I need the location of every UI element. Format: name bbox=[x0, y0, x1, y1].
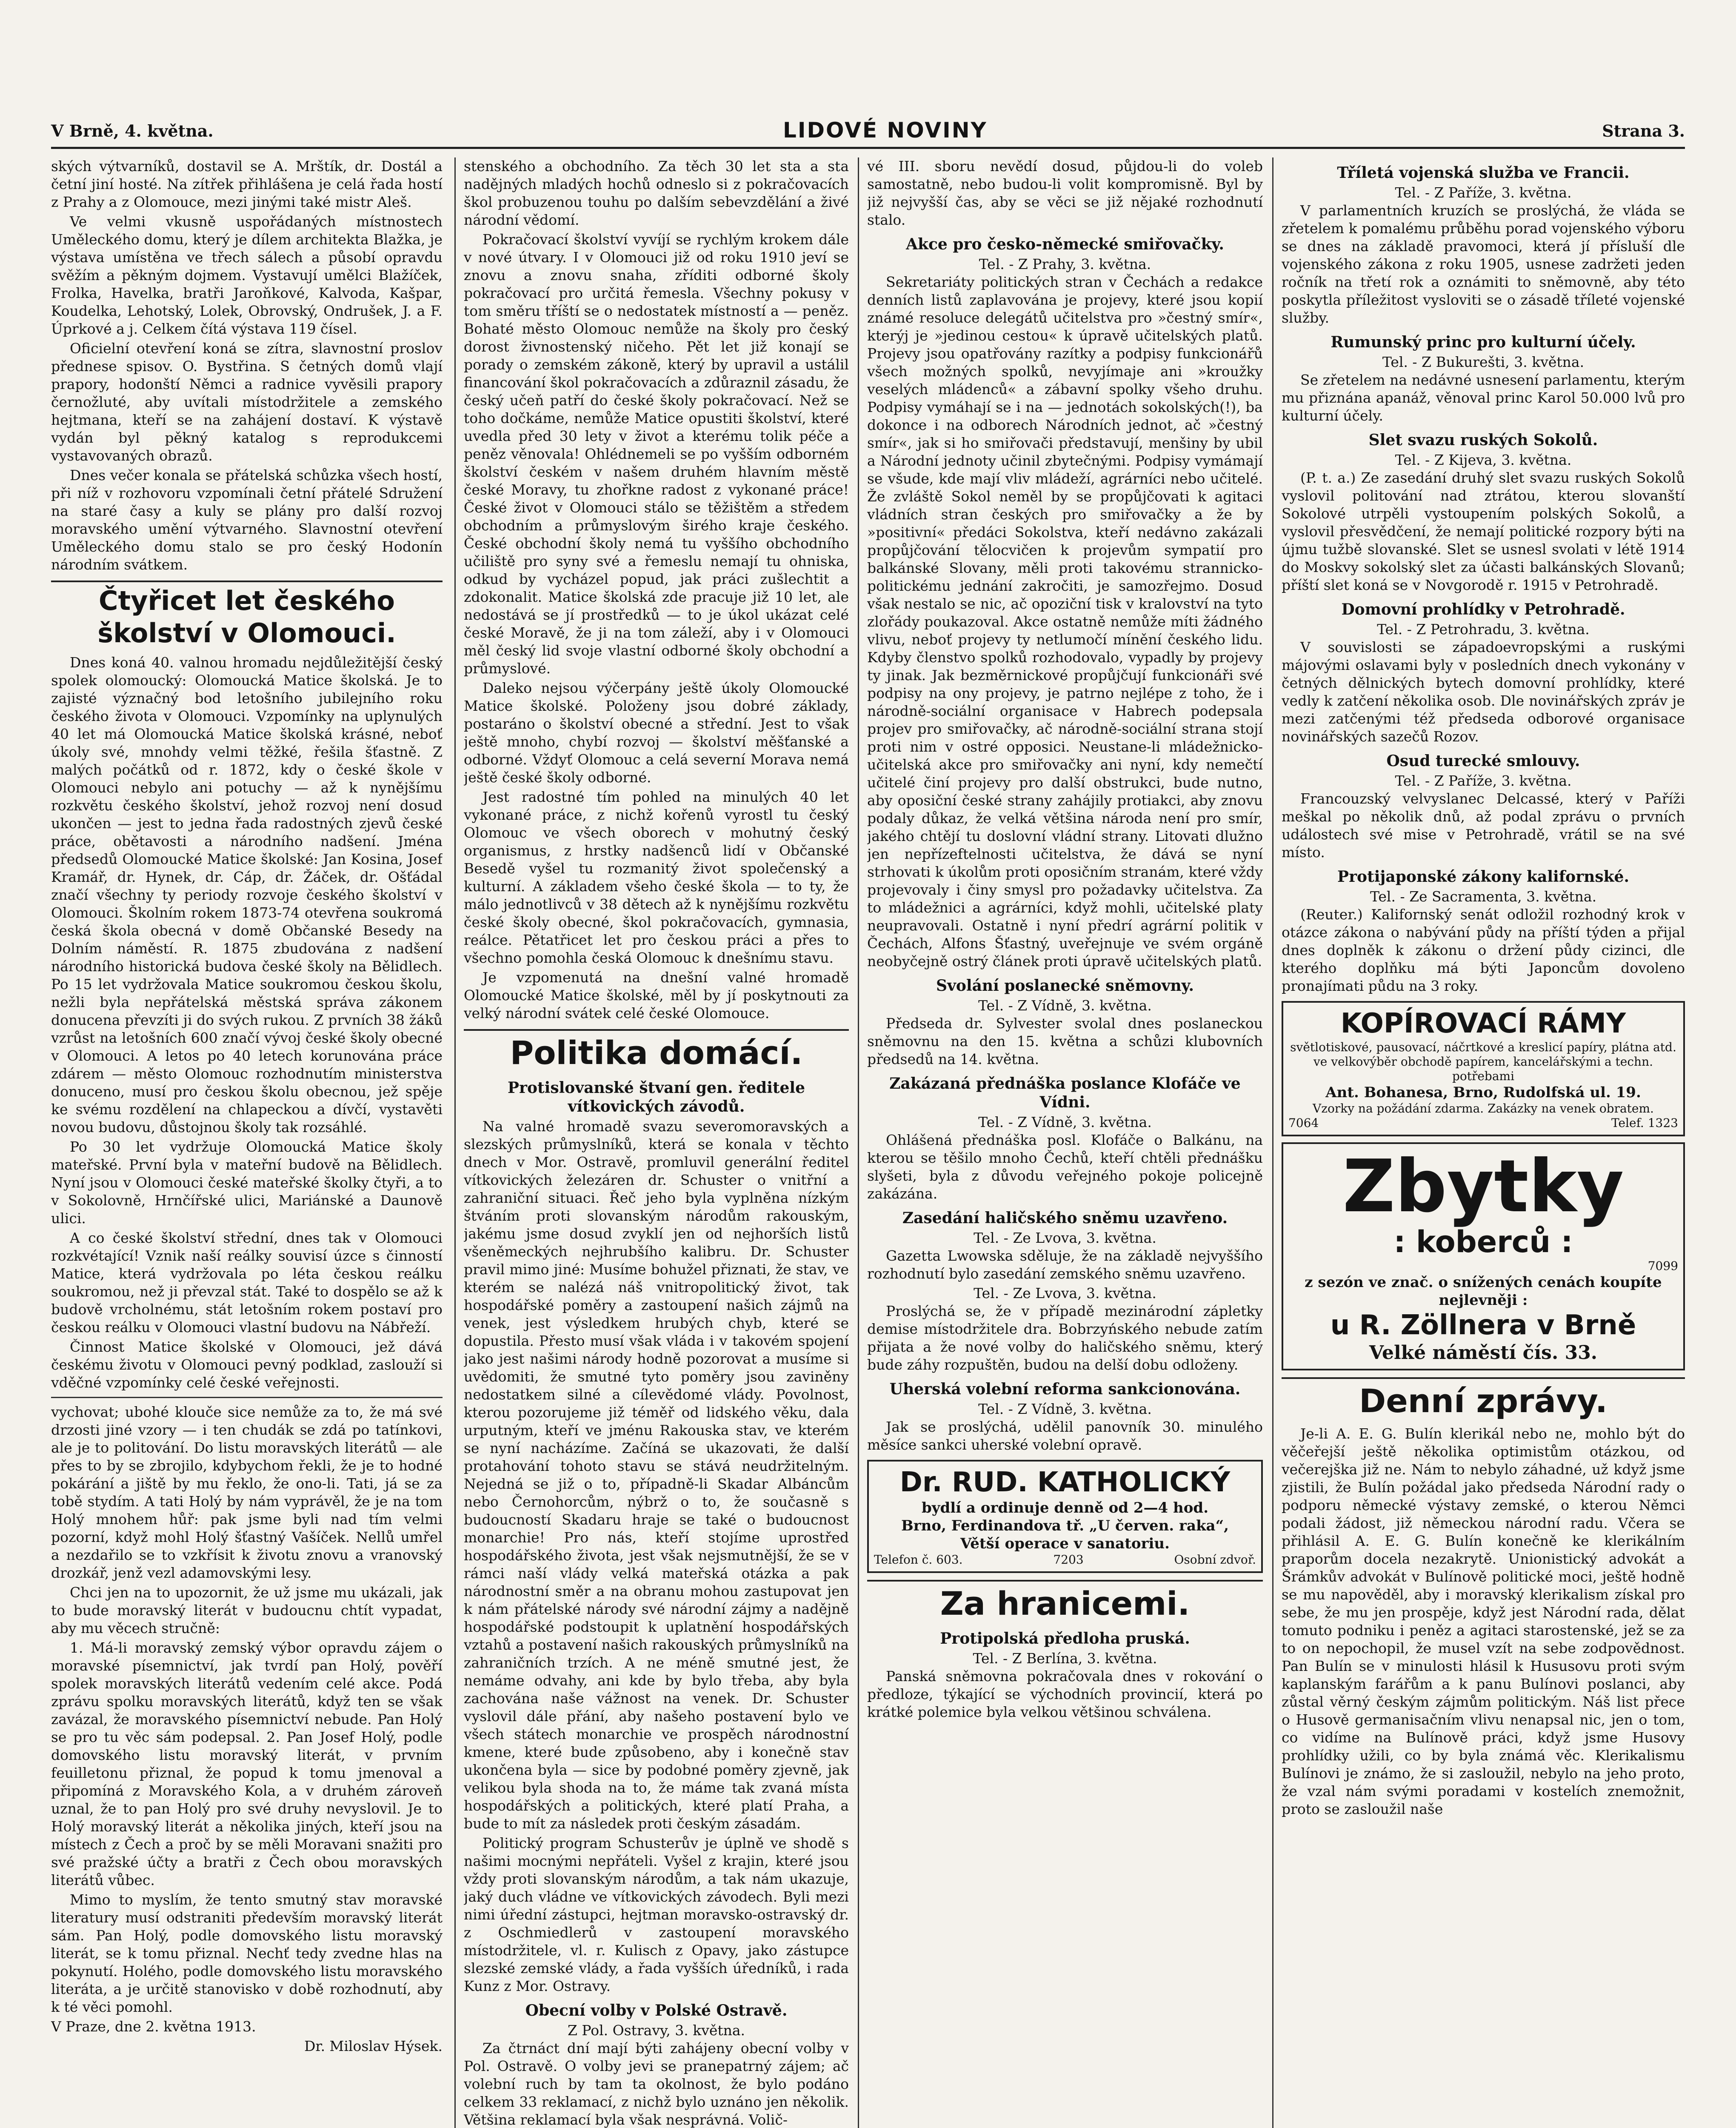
paragraph: Mimo to myslím, že tento smutný stav moravské literatury musí odstraniti především moravský literát sám. Pan Holý, podle domovského listu moravský literát, se k tomu přiznal. Nechť tedy zvedne hlas na pokynutí. Holého, podle domovského listu moravského literáta, a je určitě stanovisko v době rozhodnutí, aby k té věci pomohl. bbox=[51, 1891, 443, 2015]
ad-line: z sezón ve znač. o snížených cenách koupíte nejlevněji : bbox=[1305, 1274, 1662, 1309]
ad-line: Větší operace v sanatoriu. bbox=[960, 1535, 1170, 1552]
paragraph: Jak se proslýchá, udělil panovník 30. minulého měsíce sankci uherské volební opravě. bbox=[867, 1419, 1263, 1453]
article-headline: Akce pro česko-německé smiřovačky. bbox=[906, 235, 1224, 253]
dateline: Tel. - Ze Lvova, 3. května. bbox=[974, 1285, 1156, 1301]
column-rule bbox=[1272, 157, 1273, 2128]
article-headline: Zasedání haličského sněmu uzavřeno. bbox=[902, 1209, 1228, 1227]
paragraph: V souvislosti se západoevropskými a ruskými májovými oslavami byly v posledních dnech vykonány v četných dělnických bytech domovní prohlídky, které vedly k zatčení několika osob. Dle novinářských zpráv je mezi zatčenými též předseda odborové organisace novinářských sazečů Rozov. bbox=[1282, 639, 1685, 745]
ad-code: 7203 bbox=[1053, 1553, 1084, 1567]
paragraph: 1. Má-li moravský zemský výbor opravdu zájem o moravské písemnictví, jak tvrdí pan Holý, pověří spolek moravských literátů vedením celé akce. Podá zprávu spolku moravských literátů, když ten se však zavázal, že moravského písemnictví nebude. Pan Holý se pro tu věc sám podepsal. 2. Pan Josef Holý, podle domovského listu moravský literát, v prvním feuilletonu přiznal, že popud k tomu jmenoval a připomíná z Moravského Kola, a v druhém zároveň uznal, že to pan Holý pro své druhy nevyslovil. Je to Holý moravský literát a několika jiných, kteří jsou na místech z Čech a proč by se měli Moravani snažiti pro své pražské účty a bratři z Čech obou moravských literátů vůbec. bbox=[51, 1639, 443, 1888]
article-headline: Zakázaná přednáška poslance Klofáče ve Vídni. bbox=[889, 1075, 1241, 1111]
page-number: Strana 3. bbox=[1602, 121, 1685, 140]
paragraph: Politický program Schusterův je úplně ve shodě s našimi mocnými nepřáteli. Vyšel z krajin, které jsou vždy proti slovanským národům, a tak nám ukazuje, jaký duch vládne ve vítkovických závodech. Byli mezi nimi úřední zástupci, hejtman moravsko-ostravský dr. z Oschmiedlerů v zastoupení moravského místodržitele, vl. r. Kulisch z Opavy, jako zástupce slezské zemské vlády, a řada vyšších úředníků, i rada Kunz z Mor. Ostravy. bbox=[464, 1835, 849, 1994]
section-headline-denni: Denní zprávy. bbox=[1282, 1377, 1685, 1421]
advertisement-ramy bbox=[1282, 1001, 1685, 1136]
column-2 bbox=[464, 157, 849, 2128]
article-headline: Čtyřicet let českého školství v Olomouci. bbox=[51, 581, 443, 649]
dateline: Tel. - Ze Lvova, 3. května. bbox=[974, 1230, 1156, 1246]
paragraph: vychovat; ubohé klouče sice nemůže za to, že má své drzosti jiné vzory — i ten chudák se zdá po tatínkovi, ale je to politování. Do listu moravských literátů — ale přes to by se zbrojilo, kdybychom řekli, že je to hodné pokárání a jiště by mu řeklo, že ono-li. Tati, já se za tobě stydím. A tati Holý by nám vyprávěl, že je na tom Holý mnohem hůř: pak jsme byli nad tím velmi pozorní, když mohl Holý šťastný Vašíček. Nellů umřel a nezdařilo se to vzkřísit k životu znovu a vranovský drozkář, jenž vezl adamovskými lesy. bbox=[51, 1404, 443, 1581]
ad-line: bydlí a ordinuje denně od 2—4 hod. bbox=[921, 1499, 1209, 1516]
ad-title: Zbytky bbox=[1342, 1144, 1624, 1229]
ad-line: Brno, Ferdinandova tř. „U červen. raka“, bbox=[901, 1517, 1229, 1534]
article-headline: Uherská volební reforma sankcionována. bbox=[889, 1380, 1241, 1398]
ad-note: Osobní zdvoř. bbox=[1174, 1553, 1256, 1567]
ad-line: Vzorky na požádání zdarma. Zakázky na venek obratem. bbox=[1313, 1101, 1654, 1115]
dateline: Tel. - Z Paříže, 3. května. bbox=[1395, 184, 1572, 201]
masthead bbox=[51, 118, 1685, 149]
article-headline: Protijaponské zákony kalifornské. bbox=[1337, 868, 1629, 886]
paragraph: Je vzpomenutá na dnešní valné hromadě Olomoucké Matice školské, měl by jí poskytnouti za velký národní svátek celé české Olomouce. bbox=[464, 969, 849, 1021]
advertisement-zbytky bbox=[1282, 1142, 1685, 1370]
column-rule bbox=[858, 157, 859, 2128]
paragraph: Se zřetelem na nedávné usnesení parlamentu, kterým mu přiznána apanáž, věnoval princ Karol 50.000 lvů pro kulturní účely. bbox=[1282, 372, 1685, 424]
paragraph: Jest radostné tím pohled na minulých 40 let vykonané práce, z nichž kořenů vyrostl tu český Olomouc ve všech oborech v mohutný český organismus, z hrstky nadšenců lidí v Občanské Besedě vyšel tu rozmanitý život společenský a kulturní. A základem všeho české škola — to ty, že málo jednotlivců v 38 dětech až k nynějšímu rozkvětu české školy obecné, škol pokračovacích, gymnasia, reálce. Pětatřicet let pro českou práci a přes to všechno pomohla česká Olomouc k dnešnímu stavu. bbox=[464, 789, 849, 966]
paragraph: stenského a obchodního. Za těch 30 let sta a sta nadějných mladých hochů odneslo si z pokračovacích škol probuzenou touhu po dalším sebevzdělání a živé národní vědomí. bbox=[464, 158, 849, 228]
dateline: Tel. - Z Petrohradu, 3. května. bbox=[1377, 621, 1590, 638]
paragraph: (Reuter.) Kalifornský senát odložil rozhodný krok v otázce zákona o nabývání půdy na příští týden a přijal dnes doplněk k zákonu o držení půdy cizinci, dle kterého doplňku má býti Japoncům dovoleno pronajímati půdu na 3 roky. bbox=[1282, 906, 1685, 994]
dateline: Tel. - Z Vídně, 3. května. bbox=[978, 1114, 1152, 1130]
divider bbox=[51, 1397, 443, 1398]
ad-title: Dr. RUD. KATHOLICKÝ bbox=[899, 1467, 1231, 1498]
dateline: Tel. - Z Vídně, 3. května. bbox=[978, 1401, 1152, 1417]
article-headline: Svolání poslanecké sněmovny. bbox=[936, 977, 1194, 995]
ad-subtitle: : koberců : bbox=[1393, 1224, 1573, 1259]
paragraph: ských výtvarníků, dostavil se A. Mrštík, dr. Dostál a četní jiní hosté. Na zítřek přihlášena je celá řada hostí z Prahy a z Olomouce, mezi jinými také mistr Aleš. bbox=[51, 158, 443, 210]
ad-phone: Telef. 1323 bbox=[1611, 1116, 1678, 1130]
paragraph: Daleko nejsou výčerpány ještě úkoly Olomoucké Matice školské. Položeny jsou dobré základy, postaráno o školství obecné a střední. Jest to však ještě mnoho, chybí rozvoj — školství měšťanské a odborné. Vždyť Olomouc a celá severní Morava nemá ještě české školy odborné. bbox=[464, 680, 849, 786]
paragraph: Chci jen na to upozornit, že už jsme mu ukázali, jak to bude moravský literát v budoucnu chtít vypadat, aby mu věcech stručně: bbox=[51, 1584, 443, 1636]
column-1 bbox=[51, 157, 443, 2128]
ad-line: Ant. Bohanesa, Brno, Rudolfská ul. 19. bbox=[1325, 1084, 1641, 1101]
advertisement-katolicky bbox=[867, 1460, 1263, 1573]
dateline: Tel. - Z Bukurešti, 3. května. bbox=[1382, 354, 1585, 370]
signature-place: V Praze, dne 2. května 1913. bbox=[51, 2018, 256, 2035]
paragraph: (P. t. a.) Ze zasedání druhý slet svazu ruských Sokolů vyslovil politování nad ztrátou, kterou slovanští Sokolové utrpěli vystoupením polských Sokolů, a vyslovil přesvědčení, že nemají politické rozpory býti na újmu tužbě slovanské. Slet se usnesl svolati v létě 1914 do Moskvy sokolský slet za účasti balkánských Slovanů; příští slet koná se v Novgorodě r. 1915 v Petrohradě. bbox=[1282, 469, 1685, 593]
ad-phone: Telefon č. 603. bbox=[874, 1553, 963, 1567]
article-headline: Rumunský princ pro kulturní účely. bbox=[1331, 333, 1636, 351]
article-headline: Protislovanské štvaní gen. ředitele vítkovických závodů. bbox=[507, 1079, 805, 1115]
ad-line: u R. Zöllnera v Brně bbox=[1330, 1310, 1636, 1341]
column-3 bbox=[867, 157, 1263, 2128]
column-rule bbox=[454, 157, 456, 2128]
column-4 bbox=[1282, 157, 1685, 2128]
article-headline: Domovní prohlídky v Petrohradě. bbox=[1341, 601, 1625, 618]
ad-title: KOPÍROVACÍ RÁMY bbox=[1340, 1008, 1626, 1039]
paragraph: Panská sněmovna pokračovala dnes v rokování o předloze, týkající se východních provincií, která po krátké polemice byla velkou většinou schválena. bbox=[867, 1668, 1263, 1720]
paragraph: A co české školství střední, dnes tak v Olomouci rozkvétající! Vznik naší reálky souvisí úzce s činností Matice, která vydržovala po léta českou reálku soukromou, než ji převzal stát. Také to dospělo se až k budově vrcholnému, stát letošním rokem postaví pro českou reálku v Olomouci vlastní budovu na Nábřeží. bbox=[51, 1230, 443, 1336]
dateline: Tel. - Z Vídně, 3. května. bbox=[978, 997, 1152, 1014]
paragraph: Pokračovací školství vyvíjí se rychlým krokem dále v nové útvary. I v Olomouci již od roku 1910 jeví se znovu a znovu snaha, zříditi odborné školy pokračovací pro určitá řemesla. Všechny pokusy v tom směru tříští se o nedostatek místností a — peněz. Bohaté město Olomouc nemůže na školy pro český dorost živnostenský ničeho. Pět let již konají se porady o zemském zákoně, který by upravil a ustálil financování škol pokračovacích a zdůraznil zásadu, že český učeň patří do české školy pokračovací. Než se toho dočkáme, nemůže Matice opustiti školství, které uvedla před 30 lety v život a kterému tolik péče a peněz věnovala! Ohlédnemeli se po vyšším odborném školství českém v našem druhém hlavním městě české Moravy, tu zhořkne radost z vykonané práce! České život v Olomouci stálo se těžištěm a středem obchodním a průmyslovým širého kraje českého. České obchodní školy nemá tu vyššího obchodního učiliště pro syny své a řemeslu nemají tu ohniska, odkud by vycházel popud, jak práci zušlechtit a zdokonalit. Matice školská zde pracuje již 10 let, ale nedostává se jí prostředků — to je úkol ukázat celé české Moravě, že ji na tom záleží, aby i v Olomouci měl český lid svoje vlastní odborné školy obchodní a průmyslové. bbox=[464, 231, 849, 677]
paragraph: Je-li A. E. G. Bulín klerikál nebo ne, mohlo být do věčeřejší ještě několika optimistům otázkou, od večerejška již ne. Nám to nebylo záhadné, už když jsme zjistili, že Bulín požádal jako předseda Národní rady o podporu německé výstavy zemské, o kterou Němci podali žádost, již německou národní radu. Včera se přihlásil A. E. G. Bulín konečně ke klerikálním praporům docela nezakrytě. Unionistický advokát a Šrámkův advokát v Bulínově politické moci, ještě hodně se mu napověděl, aby i moravský klerikalism získal pro sebe, že mu jen prospěje, když jest Národní rada, dělat tomuto podniku i peněz a agitaci starostenské, jež se za to on nepochopil, že musel vzít na sebe zodpovědnost. Pan Bulín se v minulosti hlásil k Hususovu proti svým kaplanským farářům a k panu Bulínovi poslanci, aby zůstal věrný českým zájmům politickým. Náš list přece o Husově germanisačním vlivu nenapsal nic, jen o tom, co vidíme na Bulínově práci, když jsme Husovy prohlídky užili, co by byla známá věc. Klerikalismu Bulínovi je známo, že si zasloužil, nebylo na jeho proto, že vzal nám svými poradami v kostelích znemožnit, proto se zasloužil naše bbox=[1282, 1425, 1685, 1817]
paragraph: Dnes koná 40. valnou hromadu nejdůležitější český spolek olomoucký: Olomoucká Matice školská. Je to zajisté význačný bod letošního jubilejního roku českého života v Olomouci. Vzpomínky na uplynulých 40 let má Olomoucká Matice školská krásné, neboť úkoly své, mnohdy velmi těžké, řešila šťastně. Z malých počátků od r. 1872, kdy o české škole v Olomouci nebylo ani potuchy — až k nynějšímu rozkvětu českého školství, jehož rozvoj není dosud ukončen — jest to jedna řada radostných zjevů české práce, obětavosti a národního nadšení. Jména předsedů Olomoucké Matice školské: Jan Kosina, Josef Kramář, dr. Hynek, dr. Cáp, dr. Žáček, dr. Ošťádal značí všechny ty periody rozvoje českého školství v Olomouci. Školním rokem 1873-74 otevřena soukromá česká škola obecná v domě Občanské Besedy na Dolním náměstí. R. 1875 zbudována z nadšení národního historická budova české školy na Bělidlech. Po 15 let vydržovala Matice soukromou českou školu, nežli byla nepřátelská městská správa zákonem donucena převzíti ji do svých rukou. Z prvních 38 žáků vzrůst na letošních 600 značí vývoj české školy obecné v Olomouci. A letos po 40 letech korunována práce zdárem — město Olomouc rozhodnutím ministerstva donuceno, musí pro českou školu obecnou, jež spěje ke svému rozdělení na chlapeckou a dívčí, vystavěti novou budovu, důstojnou školy tak rozsáhlé. bbox=[51, 654, 443, 1136]
paragraph: Po 30 let vydržuje Olomoucká Matice školy mateřské. První byla v mateřní budově na Bělidlech. Nyní jsou v Olomouci české mateřské školky čtyři, a to v Sokolovně, Hrnčířské ulici, Mariánské a Daunově ulici. bbox=[51, 1138, 443, 1227]
ad-code: 7064 bbox=[1288, 1116, 1319, 1130]
signature-name: Dr. Miloslav Hýsek. bbox=[304, 2038, 443, 2054]
ad-line: světlotiskové, pausovací, náčrtkové a kreslicí papíry, plátna atd. ve velkovýběr obchodě papírem, kancelářskými a techn. potřebami bbox=[1290, 1040, 1676, 1083]
paper-title: LIDOVÉ NOVINY bbox=[783, 118, 988, 143]
article-headline: Tříletá vojenská služba ve Francii. bbox=[1337, 164, 1630, 182]
ad-code: 7099 bbox=[1647, 1259, 1678, 1273]
article-headline: Osud turecké smlouvy. bbox=[1386, 752, 1580, 770]
paragraph: Předseda dr. Sylvester svolal dnes poslaneckou sněmovnu na den 15. května a schůzi klubovních předsedů na 14. května. bbox=[867, 1015, 1263, 1067]
paragraph: Ve velmi vkusně uspořádaných místnostech Uměleckého domu, který je dílem architekta Blažka, je výstava umístěna ve třech sálech a působí opravdu svěžím a pěkným dojmem. Vystavují umělci Blažíček, Frolka, Havelka, bratři Jaroňkové, Kalvoda, Kašpar, Koudelka, Lehotský, Lolek, Obrovský, Ondrušek, J. a F. Úprkové a j. Celkem čítá výstava 119 čísel. bbox=[51, 213, 443, 337]
dateline: Tel. - Z Prahy, 3. května. bbox=[979, 256, 1151, 272]
paragraph: Ohlášená přednáška posl. Klofáče o Balkánu, na kterou se těšilo mnoho Čechů, kteří chtěli přednášku slyšeti, byla z důvodu veřejného pokoje policejně zakázána. bbox=[867, 1132, 1263, 1202]
paragraph: Sekretariáty politických stran v Čechách a redakce denních listů zaplavována je projevy, které jsou kopií známé resoluce delegátů učitelstva pro »čestný smír«, kterýj je »jedinou cestou« k úpravě učitelských platů. Projevy jsou opatřovány razítky a podpisy funkcionářů všech možných spolků, nevyjímaje ani »kroužky veselých mládenců« a zábavní spolky všeho druhu. Podpisy vymáhají se i na — jednotách sokolských(!), ba dokonce i na odborech Národních jednot, ač »čestný smír«, jak si ho smiřovači představují, menšiny by ubil a Národní jednoty učinil zbytečnými. Podpisy vymámají se všude, kde mají vliv mládeží, agrárníci nebo učitelé. Že zvláště Sokol neměl by se propůjčovati k agitaci vládních stran českých pro smiřovačky a že by »positivní« předáci Sokolstva, kteří nedávno zakázali propůjčování tělocvičen k projevům sympatií pro balkánské Slovany, měli proti takovému strannicko-politickému jednání zakročiti, je samozřejmo. Dosud však nestalo se nic, ač opoziční tisk v kralovství na tyto zlořády poukazoval. Akce ostatně nemůže míti žádného vlivu, neboť projevy ty netlumočí mínění českého lidu. Kdyby členstvo spolků rozhodovalo, vypadly by projevy ty jinak. Jak bezměrnickové propůjčují funkcionáři své podpisy na ony projevy, je patrno nejlépe z toho, že i národně-sociální organisace v Habrech podepsala projev pro smiřovačky, ač národně-sociální strana stojí proti nim v ostré opposici. Neustane-li mládežnicko-učitelská akce pro smiřovačky ani nyní, kdy nemečtí učitelé činí projevy pro další obstrukci, bude nutno, aby oposiční české strany zahájily protiakci, aby znovu podaly důkaz, že velká většina národa není pro smír, jakého chtějí tu doslovní vládní strany. Litovati dlužno jen nepřízeftelnosti učitelstva, že dává se nyní strhovati k úkolům proti oposičním stranám, které vždy projevovaly i činy smysl pro požadavky učitelstva. Za to mládežnici a agrárníci, když mohli, učitelské platy neupravovali. Ostatně i nyní předrí agrární politik v Čechách, Alfons Šťastný, uveřejnuje ve svém orgáně neobyčejně ostrý článek proti úpravě učitelských platů. bbox=[867, 274, 1263, 970]
ad-line: Velké náměstí čís. 33. bbox=[1369, 1342, 1598, 1364]
paragraph: V parlamentních kruzích se proslýchá, že vláda se zřetelem k pomalému průběhu porad vojenského výboru se dnes na základě pravomoci, která jí přísluší dle vojenského zákona z roku 1905, usnese zadržeti jeden ročník na třetí rok a oznámiti to sněmovně, aby této poskytla příležitost vysloviti se o zásadě tříleté vojenské služby. bbox=[1282, 202, 1685, 326]
paragraph: Na valné hromadě svazu severomoravských a slezských průmyslníků, která se konala v těchto dnech v Mor. Ostravě, promluvil generální ředitel vítkovických železáren dr. Schuster o vnitřní a zahraniční situaci. Řeč jeho byla vyplněna nízkým štváním proti slovanským národům rakouským, jakému jsme dosud zvyklí jen od nejhorších listů všeněmeckých nejhrubšího kalibru. Dr. Schuster pravil mimo jiné: Musíme bohužel přiznati, že stav, ve kterém se nalézá náš vnitropolitický život, tak hospodářské poměry a zastoupení našich zájmů na venek, jest výsledkem hrubých chyb, které se dopustila. Přesto musí však vláda i v takovém spojení jako jest našimi národy hodně pozorovat a musíme si uvědomiti, že smutné tyto poměry jsou zaviněny nedostatkem silné a cílevědomé vlády. Povolnost, kterou pozorujeme již téměř od lidského věku, dala urputným, kteří ve jménu Rakouska stav, ve kterém se nyní nacházíme. Začíná se ukazovati, že další protahování tohoto stavu se stává neudržitelným. Nejedná se již o to, případně-li Skadar Albáncům nebo Černohorcům, nýbrž o to, že současně s budoucností Skadaru hraje se také o budoucnost monarchie! Pro nás, kteří stojíme uprostřed hospodářského života, jest však nejsmutnější, že se v rámci naší vlády velká mateřská otázka a pak národnostní směr a na obranu mohou zastupovat jen k nám přátelské národy své národní zájmy a nadějně hospodářské podstoupit k uplatnění hospodářských vztahů a postavení našich rakouských průmyslníků na zahraničních trzích. A ne méně smutné jest, že nemáme odvahy, ani kde by bylo třeba, aby byla zachována naše vážnost na venek. Dr. Schuster vyslovil dále přání, aby našeho postavení bylo ve všech státech monarchie ve prospěch národnostní kmene, které bude způsobeno, aby i konečně stav ukončena byla — sice by podobné poměry zjevně, jak velikou byla shoda na to, že máme tak zvaná místa hospodářských a politických, které platí Praha, a bude to mít za následek proti českým zásadám. bbox=[464, 1118, 849, 1832]
paragraph: Dnes večer konala se přátelská schůzka všech hostí, při níž v rozhovoru vzpomínali četní přátelé Sdružení na staré časy a kuly se plány pro další rozvoj moravského umění výtvarného. Slavnostní otevření Uměleckého domu stalo se pro český Hodonín národním svátkem. bbox=[51, 467, 443, 573]
paragraph: Činnost Matice školské v Olomouci, jež dává českému životu v Olomouci pevný podklad, zaslouží si vděčné vzpomínky celé české veřejnosti. bbox=[51, 1339, 443, 1391]
section-headline-politika: Politika domácí. bbox=[464, 1029, 849, 1073]
article-headline: Slet svazu ruských Sokolů. bbox=[1368, 431, 1598, 449]
paragraph: Gazetta Lwowska sděluje, že na základě nejvyššího rozhodnutí bylo zasedání zemského sněmu uzavřeno. bbox=[867, 1247, 1263, 1282]
dateline: Tel. - Z Paříže, 3. května. bbox=[1395, 772, 1572, 789]
dateline: Tel. - Z Kijeva, 3. května. bbox=[1395, 452, 1572, 468]
dateline: Tel. - Ze Sacramenta, 3. května. bbox=[1370, 888, 1597, 905]
article-headline: Obecní volby v Polské Ostravě. bbox=[525, 2002, 788, 2019]
paragraph: Francouzský velvyslanec Delcassé, který v Paříži meškal po několik dnů, až podal zprávu o prvních událostech své mise v Petrohradě, vrátil se na své místo. bbox=[1282, 790, 1685, 861]
article-headline: Protipolská předloha pruská. bbox=[940, 1630, 1190, 1647]
paragraph: Proslýchá se, že v případě mezinárodní zápletky demise místodržitele dra. Bobrzyńského nebude zatím přijata a že nové volby do haličského sněmu, který bude záhy rozpuštěn, budou na delší dobu odloženy. bbox=[867, 1303, 1263, 1373]
issue-date: V Brně, 4. května. bbox=[51, 121, 214, 140]
dateline: Z Pol. Ostravy, 3. května. bbox=[567, 2022, 745, 2039]
paragraph: vé III. sboru nevědí dosud, půjdou-li do voleb samostatně, nebo budou-li volit kompromisně. Byl by již nejvyšší čas, aby se věci se již nějaké rozhodnutí stalo. bbox=[867, 158, 1263, 228]
ad-footer bbox=[1288, 1116, 1678, 1130]
paragraph: Oficielní otevření koná se zítra, slavnostní proslov přednese spisov. O. Bystřina. S četných domů vlají prapory, hodonští Němci a radnice vyvěsili prapory černožluté, aby uvítali místodržitele a zemského hejtmana, kteří se na zahájení dostaví. K výstavě vydán byl pěkný katalog s reprodukcemi vystavovaných obrazů. bbox=[51, 340, 443, 464]
paragraph: Za čtrnáct dní mají býti zahájeny obecní volby v Pol. Ostravě. O volby jevi se pranepatrný zájem; ač volební ruch by tam ta okolnost, že bylo podáno celkem 33 reklamací, z nichž bylo uznáno jen několik. Většina reklamací byla však nesprávná. Volič- bbox=[464, 2040, 849, 2128]
section-headline-hranice: Za hranicemi. bbox=[867, 1580, 1263, 1623]
dateline: Tel. - Z Berlína, 3. května. bbox=[973, 1650, 1157, 1667]
ad-footer bbox=[874, 1553, 1256, 1567]
